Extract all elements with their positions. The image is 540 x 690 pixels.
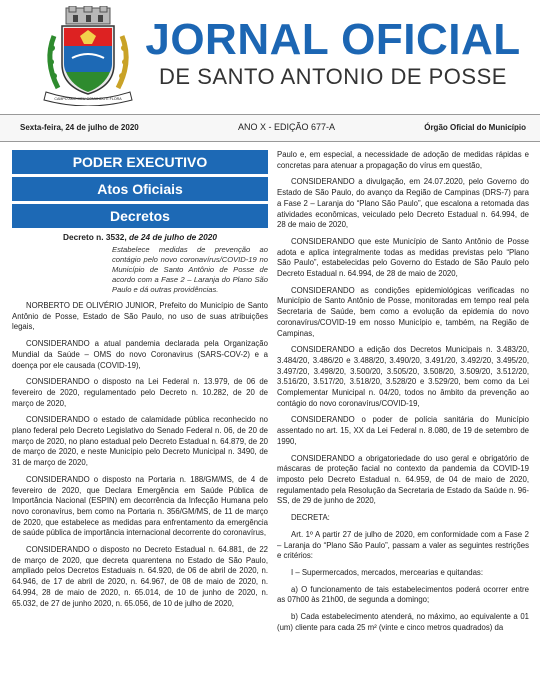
body-paragraph: CONSIDERANDO o disposto na Portaria n. 188/GM/MS, de 4 de fevereiro de 2020, que Declara Emergência em Saúde Pública de Importância Nacional (ESPIN) em decorrência da Infecção Humana pelo novo coronavírus, bem como na Portaria n. 356/GM/MS, de 11 de março de 2020, que estabelece as medidas para enfrentamento da emergência de saúde pública de importância internacional decorrente do coronavírus, bbox=[12, 474, 268, 538]
section-band-decretos: Decretos bbox=[12, 204, 268, 228]
body-paragraph: CONSIDERANDO a atual pandemia declarada pela Organização Mundial da Saúde – OMS do novo Coronavirus (SARS-COV-2) e a doença por ele causada (COVID-19), bbox=[12, 339, 268, 370]
body-paragraph: CONSIDERANDO o poder de polícia sanitária do Município assentado no art. 15, XX da Lei Federal n. 8.080, de 19 de setembro de 1990, bbox=[277, 415, 529, 446]
article-item: b) Cada estabelecimento atenderá, no máximo, ao equivalente a 01 (um) cliente para cada 25 m² (vinte e cinco metros quadrados) da bbox=[277, 612, 529, 632]
body-paragraph: CONSIDERANDO as condições epidemiológicas verificadas no Município de Santo Antônio de Posse, monitoradas em tempo real pela Secretaria de Saúde, bem como a evolução da epidemia do novo coronavírus/COVID-19 em nosso Município e, também, na Região de Campinas, bbox=[277, 285, 529, 338]
decree-verb: DECRETA: bbox=[291, 513, 330, 523]
body-paragraph: CONSIDERANDO o disposto na Lei Federal n. 13.979, de 06 de fevereiro de 2020, regulamentado pelo Decreto n. 10.282, de 20 de março de 2020, bbox=[12, 377, 268, 408]
body-paragraph: CONSIDERANDO a obrigatoriedade do uso geral e obrigatório de máscaras de proteção facial no contexto da pandemia da COVID-19 imposto pelo Decreto Estadual n. 64.959, de 04 de maio de 2020, regulamentado pela Resolução da Secretaria de Estado da Saúde n. 96-SS, de 29 de junho de 2020, bbox=[277, 453, 529, 506]
body-paragraph: CONSIDERANDO a edição dos Decretos Municipais n. 3.483/20, 3.484/20, 3.486/20 e 3.488/20, 3.490/20, 3.491/20, 3.492/20, 3.495/20, 3.497/20, 3.498/20, 3.500/20, 3.505/20, 3.508/20, 3.509/20, 3.512/20, 3.516/20, 3.517/20, 3.518/20, 3.528/20 e 3.529/20, bem como da Lei Complementar Municipal n. 04/20, todos no âmbito da prevenção ao contágio do novo coronavírus/COVID-19, bbox=[277, 345, 529, 408]
masthead bbox=[0, 0, 540, 112]
article-item: a) O funcionamento de tais estabelecimentos poderá ocorrer entre as 07h00 às 21h00, de segunda a domingo; bbox=[277, 584, 529, 605]
body-paragraph: CONSIDERANDO o disposto no Decreto Estadual n. 64.881, de 22 de março de 2020, que decreta quarentena no Estado de São Paulo, ampliado pelos Decretos Estaduais n. 64.920, de 06 de abril de 2020, n. 64.946, de 17 de abril de 2020, n. 64.967, de 08 de maio de 2020, n. 64.994, 28 de maio de 2020, n. 65.014, de 10 de junho de 2020, n. 65.032, de 27 de junho 2020, n. 65.056, de 10 de julho de 2020, bbox=[12, 545, 268, 608]
municipal-coat-of-arms-icon bbox=[40, 6, 136, 106]
article-item: I – Supermercados, mercados, mercearias e quitandas: bbox=[291, 567, 483, 577]
left-column bbox=[12, 150, 268, 615]
decree-number: Decreto n. 3532, bbox=[62, 232, 127, 242]
right-column bbox=[277, 150, 529, 639]
body-paragraph: Paulo e, em especial, a necessidade de adoção de medidas rápidas e concretas para atenuar a propagação do vírus em questão, bbox=[277, 150, 529, 170]
decree-date: de 24 de julho de 2020 bbox=[128, 232, 218, 242]
issue-date: Sexta-feira, 24 de julho de 2020 bbox=[20, 123, 139, 132]
section-band-atos-oficiais: Atos Oficiais bbox=[12, 177, 268, 201]
dateline-bar bbox=[0, 114, 540, 142]
body-paragraph: CONSIDERANDO o estado de calamidade pública reconhecido no plano federal pelo Decreto Legislativo do Senado Federal n. 06, de 20 de março de 2020, no plano estadual pelo Decreto Estadual n. 64.879, de 20 de março de 2020, e neste Município pelo Decreto Municipal n. 3490, de 31 de março de 2020, bbox=[12, 415, 268, 468]
article-paragraph: Art. 1º A partir 27 de julho de 2020, em conformidade com a Fase 2 – Laranja do “Plano São Paulo”, passam a valer as seguintes restrições e critérios: bbox=[277, 529, 529, 561]
crest-motto: CAMPO AMO MEU COMANDO E FLORA bbox=[54, 97, 122, 101]
decree-summary: Estabelece medidas de prevenção ao contágio pelo novo coronavírus/COVID-19 no Município de Santo Antônio de Posse de acordo com a Fase 2 – Laranja do Plano São Paulo e dá outras providências. bbox=[112, 245, 268, 294]
newspaper-subtitle: DE SANTO ANTONIO DE POSSE bbox=[159, 64, 507, 89]
official-organ-label: Órgão Oficial do Município bbox=[424, 123, 526, 132]
edition-number: ANO X - EDIÇÃO 677-A bbox=[238, 122, 336, 132]
newspaper-title: JORNAL OFICIAL bbox=[145, 15, 521, 64]
body-paragraph: CONSIDERANDO a divulgação, em 24.07.2020, pelo Governo do Estado de São Paulo, do avanço da Região de Campinas (DRS-7) para a Fase 2 – Laranja do “Plano São Paulo”, que escalona a retomada das atividades econômicas, veiculado pelo Decreto Estadual n. 64.994, de 28 de maio de 2020, bbox=[277, 177, 529, 230]
decree-heading bbox=[12, 232, 268, 242]
body-paragraph: NORBERTO DE OLIVÉRIO JUNIOR, Prefeito do Município de Santo Antônio de Posse, Estado de São Paulo, no uso de suas atribuições legais, bbox=[12, 301, 268, 332]
section-band-poder-executivo: PODER EXECUTIVO bbox=[12, 150, 268, 174]
body-paragraph: CONSIDERANDO que este Município de Santo Antônio de Posse adota e aplica integralmente todas as medidas previstas pelo “Plano São Paulo”, estabelecidas pelo Governo do Estado de São Paulo pelo Decreto Estadual n. 64.994, de 28 de maio de 2020, bbox=[277, 236, 529, 279]
